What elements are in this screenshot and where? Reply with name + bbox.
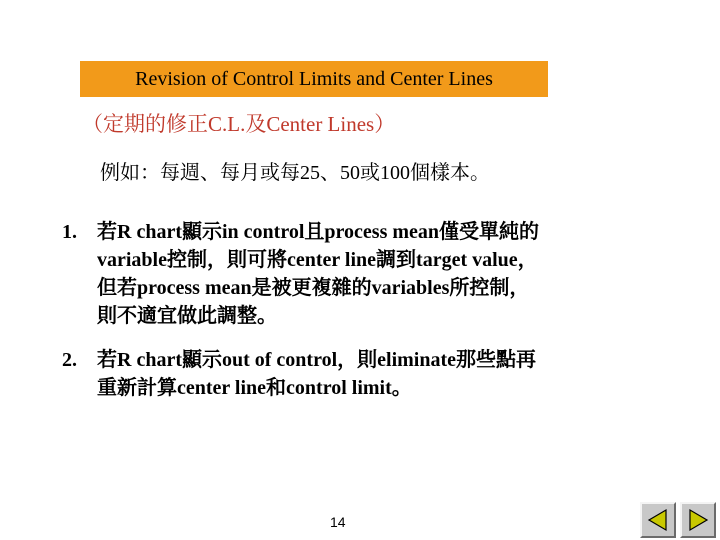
triangle-left-icon bbox=[645, 507, 671, 533]
example-text: 例如：每週、每月或每25、50或100個樣本。 bbox=[100, 162, 490, 184]
next-slide-button[interactable] bbox=[680, 502, 716, 538]
page-number: 14 bbox=[330, 514, 346, 530]
list-item-number: 2. bbox=[62, 349, 77, 371]
list-item-line: 若R chart顯示in control且process mean僅受單純的 bbox=[97, 221, 540, 243]
triangle-right-icon bbox=[685, 507, 711, 533]
list-item-text bbox=[97, 346, 657, 402]
previous-slide-button[interactable] bbox=[640, 502, 676, 538]
slide-title bbox=[80, 61, 548, 97]
slide-title-text: Revision of Control Limits and Center Lines bbox=[135, 67, 493, 90]
list-item bbox=[62, 346, 657, 402]
list-item bbox=[62, 218, 657, 330]
slide-subtitle: （定期的修正C.L.及Center Lines） bbox=[82, 112, 396, 136]
list-item-line: 則不適宜做此調整。 bbox=[97, 305, 277, 327]
list-item-line: 若R chart顯示out of control，則eliminate那些點再 bbox=[97, 349, 537, 371]
list-item-number: 1. bbox=[62, 221, 77, 243]
list-item-line: variable控制，則可將center line調到target value， bbox=[97, 249, 538, 271]
list-item-line: 但若process mean是被更複雜的variables所控制， bbox=[97, 277, 530, 299]
list-item-line: 重新計算center line和control limit。 bbox=[97, 377, 412, 399]
list-item-text bbox=[97, 218, 657, 330]
